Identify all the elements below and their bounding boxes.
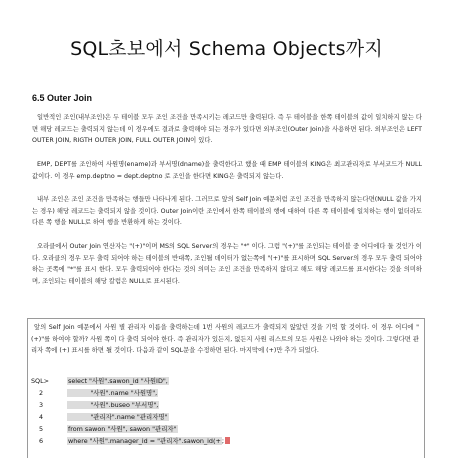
sql-line <box>31 387 421 399</box>
paragraph-inner-join-explanation: 내부 조인은 조인 조건을 만족하는 행들만 나타나게 된다. 그러므로 앞의 Self Join 예문처럼 조인 조건을 만족하지 않는다면(NULL 값을 가지는 경우) 해당 레코드는 출력되지 않을 것이다. Outer Join이란 조인에서 한쪽 테이블의 행에 대하여 다른 쪽 테이블에 일치하는 행이 없더라도 다른 쪽 행을 NULL로 하여 행을 반환하게 하는 것이다. <box>32 196 422 227</box>
sql-line-code: "사원".buseo "부서명", <box>68 401 159 410</box>
sql-line <box>31 435 421 447</box>
paragraph-oracle-operator: 오라클에서 Outer Join 연산자는 "(+)"이며 MS의 SQL Server의 경우는 "*" 이다. 그럼 "(+)"를 조인되는 테이블 중 어디에다 둘 것인가 이다. 오라클의 경우 모두 출력 되어야 하는 테이블의 반대쪽, 조인될 데이터가 없는쪽에 "(+)"를 표시하며 SQL Server의 경우 모두 출력 되어야 하는 곳쪽에 "*"를 표시 한다. 모두 출력되어야 한다는 것의 의미는 조인 조건을 만족하지 않더고 해도 해당 레코드를 표시한다는 것을 의미하며, 조인되는 테이블의 해당 칼럼은 NULL로 표시된다. <box>32 243 422 285</box>
sql-line-number: 5 <box>39 425 44 434</box>
sql-line-code: select "사원".sawon_id "사원ID", <box>68 377 168 385</box>
paragraph-outer-join-intro: 일반적인 조인(내부조인)은 두 테이블 모두 조인 조건을 만족시키는 레코드만 출력된다. 즉 두 테이블을 한쪽 테이블의 값이 일치하지 않는 다면 해당 레코드는 출력되지 않는데 이 경우에도 결과로 출력해야 되는 경우가 있다면 외부조인(Outer Join)을 사용하면 된다. 외부조인은 LEFT OUTER JOIN, RIGTH OUTER JOIN, FULL OUTER JOIN이 있다. <box>32 114 422 145</box>
text-cursor-icon <box>225 437 230 444</box>
sql-line-code: "사원".name "사원명", <box>68 389 158 398</box>
sql-line <box>31 375 421 387</box>
example-box-text: 앞의 Self Join 예문에서 사원 별 관리자 이름을 출력하는데 1번 사원의 레코드가 출력되지 않았던 것을 기억 할 것이다. 이 경우 어디에 "(+)"를 하여야 할까? 사원 쪽이 다 출력 되어야 한다. 즉 관리자가 있든지, 없든지 사원 리스트의 모든 사원은 나와야 하는 것이다. 그렇다면 관리자 쪽에 (+) 표시를 하면 될 것이다. 다음과 같이 SQL문을 수정하면 된다. 마지막에 (+)만 추가 되었다. <box>31 324 419 355</box>
sql-line-number: 6 <box>39 437 44 446</box>
sql-line-number: 3 <box>39 401 44 410</box>
section-heading: 6.5 Outer Join <box>32 93 93 103</box>
paragraph-emp-dept-example: EMP, DEPT를 조인하여 사원명(ename)과 부서명(dname)을 출력한다고 했을 때 EMP 테이블의 KING은 최고관리자로 부서코드가 NULL 값이다. 이 경우 emp.deptno = dept.deptno 로 조인을 한다면 KING은 출력되지 않는다. <box>32 161 422 180</box>
sql-line-code: where "사원".manager_id = "관리자".sawon_id(+ <box>68 437 221 446</box>
sql-line <box>31 423 421 435</box>
sql-line-number: 4 <box>39 413 44 422</box>
sql-code-block <box>31 375 421 448</box>
sql-line-code-end: ; <box>221 437 224 446</box>
sql-line <box>31 411 421 423</box>
sql-line-code: "관리자".name "관리자명" <box>68 413 168 422</box>
page-title: SQL초보에서 Schema Objects까지 <box>70 38 383 60</box>
sql-line-number: 2 <box>39 389 44 398</box>
sql-line <box>31 399 421 411</box>
sql-line-code: from sawon "사원", sawon "관리자" <box>68 425 177 434</box>
sql-line-number: SQL> <box>31 377 50 385</box>
